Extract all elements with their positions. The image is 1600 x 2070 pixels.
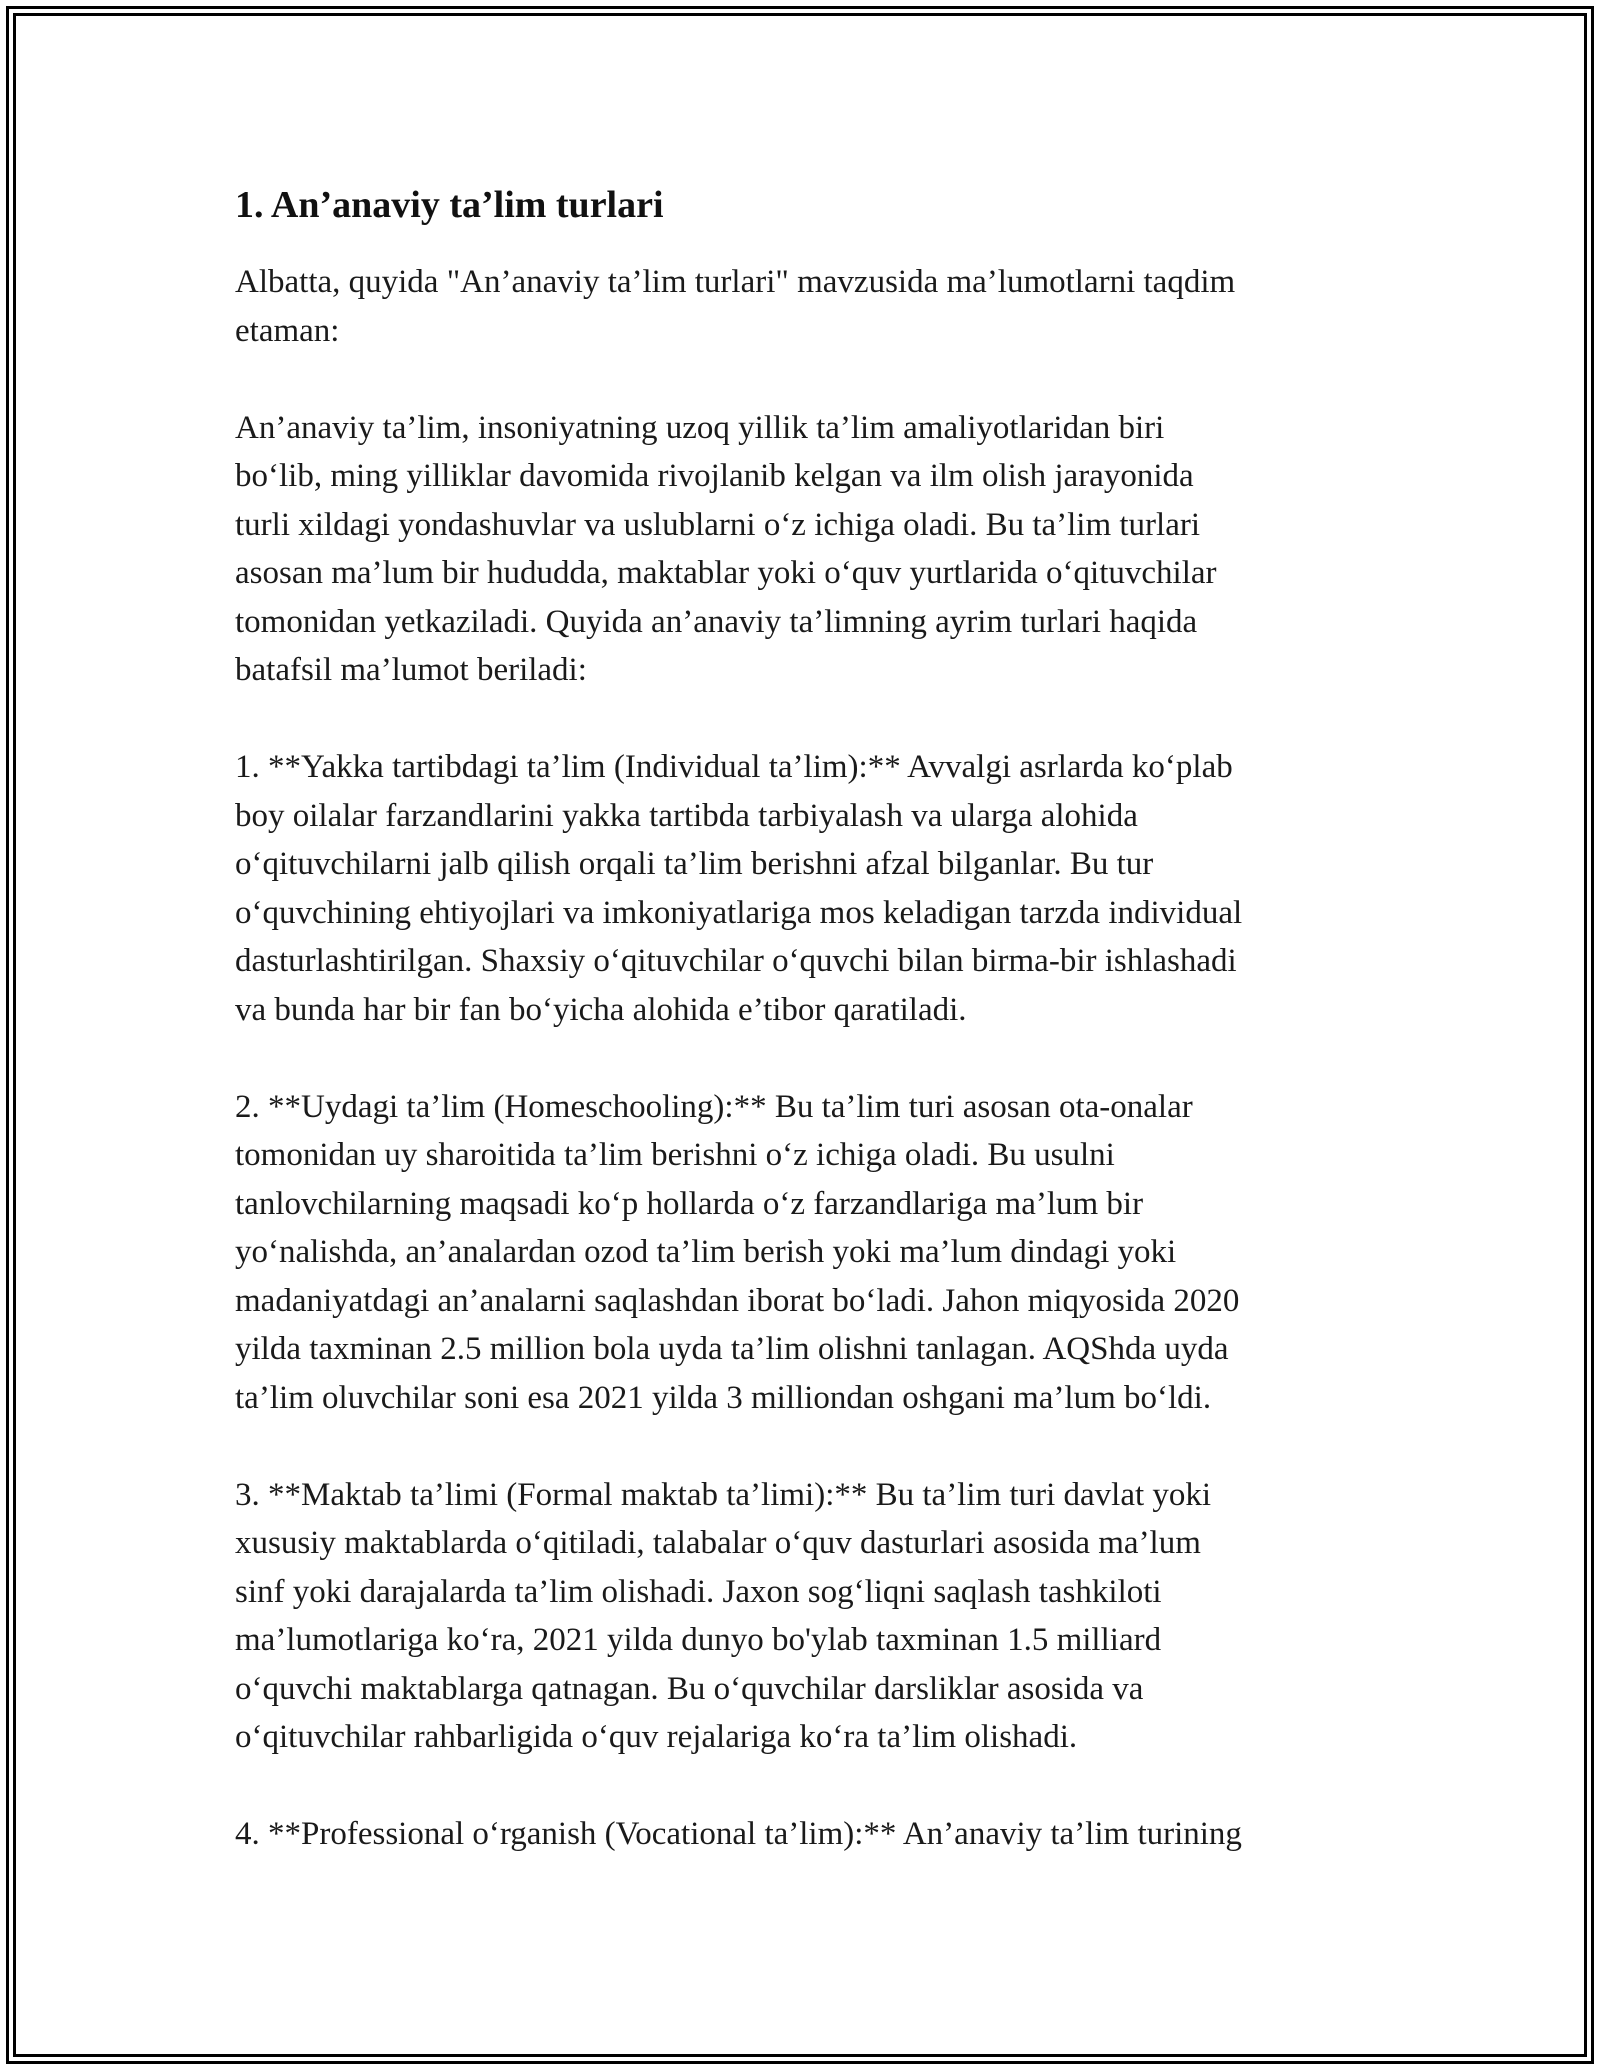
paragraph-overview	[235, 404, 1375, 695]
text-line: yilda taxminan 2.5 million bola uyda ta’lim olishni tanlagan. AQShda uyda	[235, 1331, 1229, 1367]
section-heading: 1. An’anaviy ta’lim turlari	[235, 184, 664, 226]
text-line: tomonidan uy sharoitida ta’lim berishni o‘z ichiga oladi. Bu usulni	[235, 1137, 1115, 1173]
paragraph-item-4	[235, 1810, 1375, 1859]
text-line: etaman:	[235, 312, 340, 349]
text-line: batafsil ma’lumot beriladi:	[235, 652, 587, 688]
paragraph-item-2	[235, 1083, 1375, 1423]
text-line: o‘qituvchilar rahbarligida o‘quv rejalariga ko‘ra ta’lim olishadi.	[235, 1719, 1078, 1755]
text-line: sinf yoki darajalarda ta’lim olishadi. Jaxon sog‘liqni saqlash tashkiloti	[235, 1573, 1162, 1610]
text-line: yo‘nalishda, an’analardan ozod ta’lim berish yoki ma’lum dindagi yoki	[235, 1234, 1177, 1270]
paragraph-item-1	[235, 743, 1375, 1034]
text-line: Albatta, quyida "An’anaviy ta’lim turlari" mavzusida ma’lumotlarni taqdim	[235, 264, 1236, 300]
text-line: tanlovchilarning maqsadi ko‘p hollarda o‘z farzandlariga ma’lum bir	[235, 1185, 1144, 1222]
text-line: o‘quvchi maktablarga qatnagan. Bu o‘quvchilar darsliklar asosida va	[235, 1670, 1144, 1707]
paragraph-intro	[235, 258, 1375, 355]
text-line: va bunda har bir fan bo‘yicha alohida e’tibor qaratiladi.	[235, 991, 967, 1028]
text-line: boy oilalar farzandlarini yakka tartibda tarbiyalash va ularga alohida	[235, 797, 1138, 834]
text-line: 3. **Maktab ta’limi (Formal maktab ta’limi):** Bu ta’lim turi davlat yoki	[235, 1476, 1212, 1513]
text-line: 2. **Uydagi ta’lim (Homeschooling):** Bu ta’lim turi asosan ota-onalar	[235, 1088, 1193, 1125]
text-line: tomonidan yetkaziladi. Quyida an’anaviy ta’limning ayrim turlari haqida	[235, 603, 1198, 640]
text-line: An’anaviy ta’lim, insoniyatning uzoq yillik ta’lim amaliyotlaridan biri	[235, 409, 1165, 446]
text-line: turli xildagi yondashuvlar va uslublarni o‘z ichiga oladi. Bu ta’lim turlari	[235, 506, 1201, 543]
text-line: o‘qituvchilarni jalb qilish orqali ta’lim berishni afzal bilganlar. Bu tur	[235, 846, 1154, 882]
text-line: 1. **Yakka tartibdagi ta’lim (Individual ta’lim):** Avvalgi asrlarda ko‘plab	[235, 749, 1233, 785]
text-line: o‘quvchining ehtiyojlari va imkoniyatlariga mos keladigan tarzda individual	[235, 894, 1243, 931]
text-line: bo‘lib, ming yilliklar davomida rivojlanib kelgan va ilm olish jarayonida	[235, 458, 1194, 494]
document-page	[235, 182, 1375, 1907]
paragraph-item-3	[235, 1471, 1375, 1762]
text-line: ta’lim oluvchilar soni esa 2021 yilda 3 milliondan oshgani ma’lum bo‘ldi.	[235, 1379, 1212, 1416]
text-line: ma’lumotlariga ko‘ra, 2021 yilda dunyo bo'ylab taxminan 1.5 milliard	[235, 1622, 1162, 1658]
text-line: madaniyatdagi an’analarni saqlashdan iborat bo‘ladi. Jahon miqyosida 2020	[235, 1282, 1240, 1319]
text-line: asosan ma’lum bir hududda, maktablar yoki o‘quv yurtlarida o‘qituvchilar	[235, 555, 1217, 591]
text-line: 4. **Professional o‘rganish (Vocational ta’lim):** An’anaviy ta’lim turining	[235, 1816, 1242, 1852]
text-line: xususiy maktablarda o‘qitiladi, talabalar o‘quv dasturlari asosida ma’lum	[235, 1525, 1201, 1561]
text-line: dasturlashtirilgan. Shaxsiy o‘qituvchilar o‘quvchi bilan birma-bir ishlashadi	[235, 943, 1237, 979]
